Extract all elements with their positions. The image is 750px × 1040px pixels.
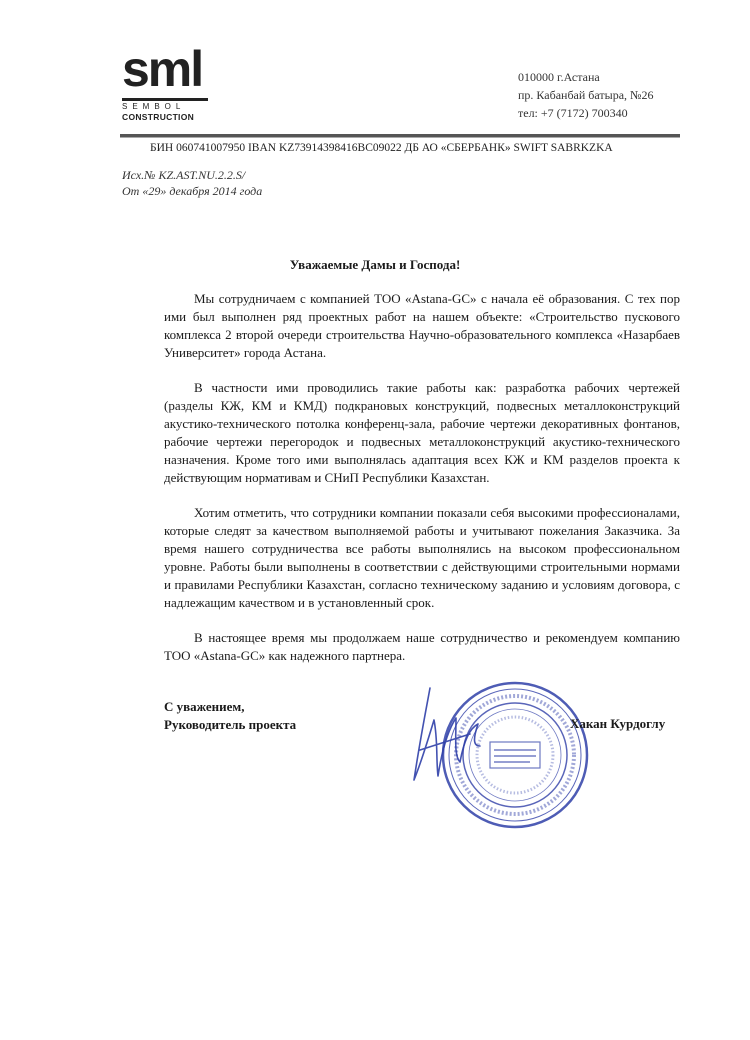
header-divider (120, 134, 680, 138)
handwritten-signature (400, 680, 490, 800)
signer-title: Руководитель проекта (164, 717, 297, 732)
paragraph: Мы сотрудничаем с компанией ТОО «Astana-GC» с начала её образования. С тех пор ими был выполнен ряд проектных работ на нашем объекте: «Строительство пускового комплекса 2 второй очереди строительства Научно-образовательного комплекса «Назарбаев Университет» города Астана. (164, 291, 680, 360)
letter-body (164, 290, 680, 682)
logo-wordmark: sml (122, 41, 203, 97)
address-phone: тел: +7 (7172) 700340 (518, 106, 628, 120)
reference-number: Исх.№ KZ.AST.NU.2.2.S/ (122, 168, 246, 182)
reference-date: От «29» декабря 2014 года (122, 184, 263, 198)
greeting: Уважаемые Дамы и Господа! (289, 257, 461, 272)
address-postal: 010000 г.Астана (518, 70, 600, 84)
paragraph: Хотим отметить, что сотрудники компании показали себя высокими профессионалами, которые следят за качеством выполняемой работы и учитывают пожелания Заказчика. За время нашего сотрудничества все работы выполнялись на высоком профессиональном уровне. Работы были выполнены в соответствии с действующими строительными нормами и правилами Республики Казахстан, согласно техническому заданию и условиям договора, с надлежащим качеством и в установленный срок. (164, 505, 680, 610)
logo-line-2: CONSTRUCTION (122, 112, 195, 122)
logo-line-1: SEMBOL (122, 102, 186, 111)
paragraph: В частности ими проводились такие работы как: разработка рабочих чертежей (разделы КЖ, КМ и КМД) подкрановых конструкций, подвесных металлоконструкций акустико-технического потолка конференц-зала, рабочие чертежи декоративных фонтанов, рабочие чертежи перегородок и подвесных металлоконструкций акустико-технического назначения. Кроме того ими выполнялась адаптация всех КЖ и КМ разделов проекта к действующим нормативам и СНиП Республики Казахстан. (164, 380, 680, 485)
address-street: пр. Кабанбай батыра, №26 (518, 88, 654, 102)
company-logo (122, 41, 208, 128)
logo-rule (122, 98, 208, 101)
bank-details: БИН 060741007950 IBAN KZ73914398416BC09022 ДБ АО «СБЕРБАНК» SWIFT SABRKZKA (150, 142, 613, 154)
company-address (518, 68, 654, 122)
signer-name: Хакан Курдоглу (570, 716, 666, 731)
closing-regards: С уважением, (164, 699, 245, 714)
outgoing-reference (122, 167, 262, 199)
paragraph: В настоящее время мы продолжаем наше сотрудничество и рекомендуем компанию ТОО «Astana-GC» как надежного партнера. (164, 630, 680, 663)
closing-block (164, 698, 296, 734)
